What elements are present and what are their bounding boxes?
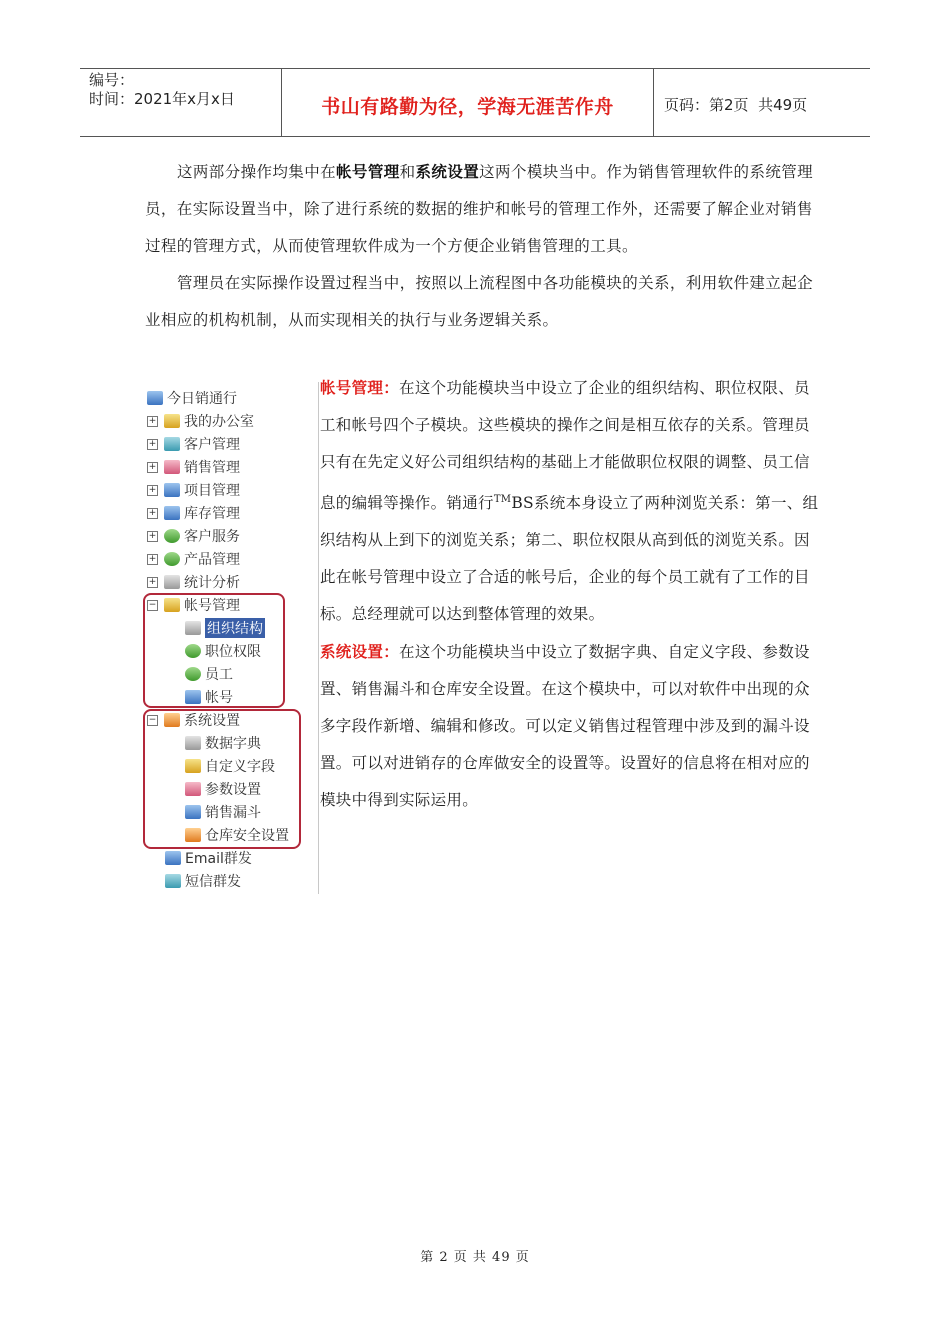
- tree-item-label: 销售漏斗: [205, 805, 261, 821]
- customer-icon: [164, 437, 180, 451]
- footer-page-number: 第 2 页 共 49 页: [420, 1250, 530, 1265]
- tree-item-stats[interactable]: [147, 572, 240, 592]
- expand-icon[interactable]: +: [148, 415, 157, 426]
- tree-item-label: 短信群发: [185, 874, 241, 890]
- expand-icon[interactable]: +: [148, 553, 157, 564]
- header-page-info: [654, 69, 870, 136]
- tree-item-project[interactable]: [147, 480, 240, 500]
- tree-item-label: 仓库安全设置: [205, 828, 289, 844]
- tree-item-label: 员工: [205, 667, 233, 683]
- expand-icon[interactable]: +: [148, 484, 157, 495]
- module-description: [320, 369, 820, 819]
- expand-icon[interactable]: +: [148, 530, 157, 541]
- tree-item-label: 帐号管理: [184, 598, 240, 614]
- expand-icon[interactable]: +: [148, 461, 157, 472]
- time-label: 时间：2021年x月x日: [89, 90, 235, 108]
- tree-item-product[interactable]: [147, 549, 240, 569]
- page-header: [80, 68, 870, 137]
- account-label: 帐号管理：: [320, 378, 400, 397]
- expand-icon[interactable]: +: [148, 507, 157, 518]
- paragraph-2: [145, 265, 815, 339]
- tm-mark: TM: [493, 494, 512, 505]
- sms-icon: [165, 874, 181, 888]
- tree-item-label: 产品管理: [184, 552, 240, 568]
- root-icon: [147, 391, 163, 405]
- collapse-icon[interactable]: −: [148, 599, 157, 610]
- p1-text-a: 这两部分操作均集中在: [177, 163, 337, 181]
- tree-item-label: 项目管理: [184, 483, 240, 499]
- tree-item-label: 客户管理: [184, 437, 240, 453]
- p1-bold-account: 帐号管理: [336, 162, 400, 181]
- tree-item-label: 销售管理: [184, 460, 240, 476]
- tree-item-email[interactable]: [165, 848, 252, 868]
- system-text: 在这个功能模块当中设立了数据字典、自定义字段、参数设置、销售漏斗和仓库安全设置。在这个模块中，可以对软件中出现的众多字段作新增、编辑和修改。可以定义销售过程管理中涉及到的漏斗设置。可以对进销存的仓库做安全的设置等。设置好的信息将在相对应的模块中得到实际运用。: [320, 643, 810, 810]
- email-icon: [165, 851, 181, 865]
- tree-item-label: 帐号: [205, 690, 233, 706]
- system-label: 系统设置：: [320, 642, 400, 662]
- product-icon: [164, 552, 180, 566]
- tree-item-label: 自定义字段: [205, 759, 275, 775]
- page-label: 页码：第2页 共49页: [664, 96, 808, 114]
- p1-bold-system: 系统设置: [415, 162, 480, 181]
- highlight-account-box: [143, 593, 285, 708]
- tree-item-label: 系统设置: [184, 713, 240, 729]
- number-label: 编号：: [89, 71, 135, 89]
- paragraph-1: [145, 153, 815, 265]
- header-motto: 书山有路勤为径，学海无涯苦作舟: [282, 69, 654, 136]
- highlight-system-box: [143, 709, 301, 849]
- sales-icon: [164, 460, 180, 474]
- collapse-icon[interactable]: −: [148, 714, 157, 725]
- expand-icon[interactable]: +: [148, 438, 157, 449]
- tree-item-label: 库存管理: [184, 506, 240, 522]
- account-text-a: 在这个功能模块当中设立了企业的组织结构、职位权限、员工和帐号四个子模块。这些模块的操作之间是相互依存的关系。管理员只有在先定义好公司组织结构的基础上才能做职位权限的调整、员工信息的编辑等操作。销通行: [320, 379, 810, 513]
- project-icon: [164, 483, 180, 497]
- page-footer: [0, 1246, 950, 1265]
- tree-item-label: 职位权限: [205, 644, 261, 660]
- p2-text: 管理员在实际操作设置过程当中，按照以上流程图中各功能模块的关系，利用软件建立起企业相应的机构机制，从而实现相关的执行与业务逻辑关系。: [145, 274, 814, 329]
- tree-item-office[interactable]: [147, 411, 254, 431]
- p1-text-b: 和: [399, 163, 416, 181]
- tree-item-label: 组织结构: [205, 618, 265, 638]
- tree-item-customer[interactable]: [147, 434, 240, 454]
- tree-item-label: 客户服务: [184, 529, 240, 545]
- tree-item-label: 统计分析: [184, 575, 240, 591]
- service-icon: [164, 529, 180, 543]
- header-meta: [80, 69, 282, 136]
- tree-item-label: 参数设置: [205, 782, 261, 798]
- tree-item-sales[interactable]: [147, 457, 240, 477]
- expand-icon[interactable]: +: [148, 576, 157, 587]
- office-icon: [164, 414, 180, 428]
- inventory-icon: [164, 506, 180, 520]
- tree-item-inventory[interactable]: [147, 503, 240, 523]
- stats-icon: [164, 575, 180, 589]
- navigation-tree: [143, 382, 319, 894]
- tree-item-label: 我的办公室: [184, 414, 254, 430]
- account-text-b: BS系统本身设立了两种浏览关系：第一、组织结构从上到下的浏览关系；第二、职位权限从高到低的浏览关系。因此在帐号管理中设立了合适的帐号后，企业的每个员工就有了工作的目标。总经理就可以达到整体管理的效果。: [320, 494, 819, 624]
- tree-item-sms[interactable]: [165, 871, 241, 891]
- tree-root[interactable]: [147, 388, 237, 408]
- p1-text-c: 这两个模块当中。作为销售管理软件的系统管理员，在实际设置当中，除了进行系统的数据的维护和帐号的管理工作外，还需要了解企业对销售过程的管理方式，从而使管理软件成为一个方便企业销售管理的工具。: [145, 163, 814, 255]
- tree-item-label: Email群发: [185, 851, 252, 867]
- tree-root-label: 今日销通行: [167, 391, 237, 407]
- tree-item-service[interactable]: [147, 526, 240, 546]
- tree-item-label: 数据字典: [205, 736, 261, 752]
